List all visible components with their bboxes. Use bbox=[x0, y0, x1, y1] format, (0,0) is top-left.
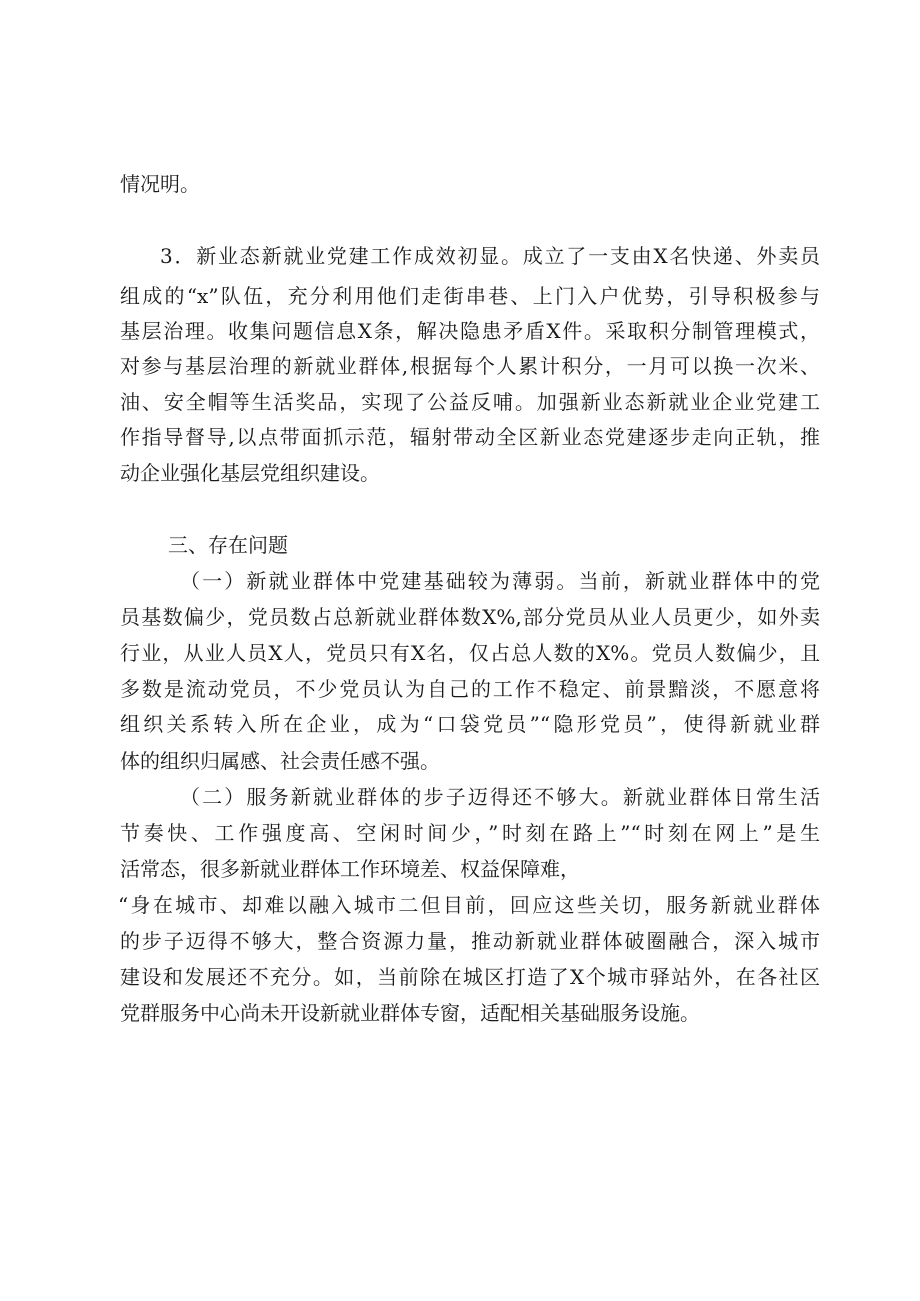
text-line: 节奏快、工作强度高、空闲时间少，”时刻在路上”“时刻在网上”是生 bbox=[120, 821, 820, 845]
text-line: 作指导督导,以点带面抓示范，辐射带动全区新业态党建逐步走向正轨，推 bbox=[120, 425, 820, 449]
subsection-heading-line: （一）新就业群体中党建基础较为薄弱。当前，新就业群体中的党 bbox=[180, 569, 820, 593]
subsection-heading-line: （二）服务新就业群体的步子迈得还不够大。新就业群体日常生活 bbox=[180, 785, 820, 809]
text-line: 油、安全帽等生活奖品，实现了公益反哺。加强新业态新就业企业党建工 bbox=[120, 390, 820, 414]
text-line: 动企业强化基层党组织建设。 bbox=[120, 461, 380, 485]
text-line: 行业，从业人员X人，党员只有X名，仅占总人数的X%。党员人数偏少，且 bbox=[120, 641, 820, 665]
text-line: 建设和发展还不充分。如，当前除在城区打造了X个城市驿站外，在各社区 bbox=[120, 965, 820, 989]
text-line: 对参与基层治理的新就业群体,根据每个人累计积分，一月可以换一次米、 bbox=[120, 354, 820, 378]
text-line: 基层治理。收集问题信息X条，解决隐患矛盾X件。采取积分制管理模式， bbox=[120, 319, 820, 343]
text-line: 多数是流动党员，不少党员认为自己的工作不稳定、前景黯淡，不愿意将 bbox=[120, 677, 820, 701]
text-line: 党群服务中心尚未开设新就业群体专窗，适配相关基础服务设施。 bbox=[120, 1001, 700, 1025]
section-heading: 三、存在问题 bbox=[168, 533, 288, 557]
text-line: “身在城市、却难以融入城市二但目前，回应这些关切，服务新就业群体 bbox=[118, 893, 820, 917]
text-line: 的步子迈得不够大，整合资源力量，推动新就业群体破圈融合，深入城市 bbox=[120, 929, 820, 953]
text-line: 活常态，很多新就业群体工作环境差、权益保障难， bbox=[120, 857, 580, 881]
text-line: 3．新业态新就业党建工作成效初显。成立了一支由X名快递、外卖员 bbox=[160, 244, 820, 268]
text-line: 组成的“x”队伍，充分利用他们走街串巷、上门入户优势，引导积极参与 bbox=[120, 284, 820, 308]
text-line: 员基数偏少，党员数占总新就业群体数X%,部分党员从业人员更少，如外卖 bbox=[120, 605, 820, 629]
text-line: 情况明。 bbox=[120, 172, 200, 196]
text-line: 组织关系转入所在企业，成为“口袋党员”“隐形党员”，使得新就业群 bbox=[120, 712, 820, 736]
text-line: 体的组织归属感、社会责任感不强。 bbox=[120, 749, 440, 773]
